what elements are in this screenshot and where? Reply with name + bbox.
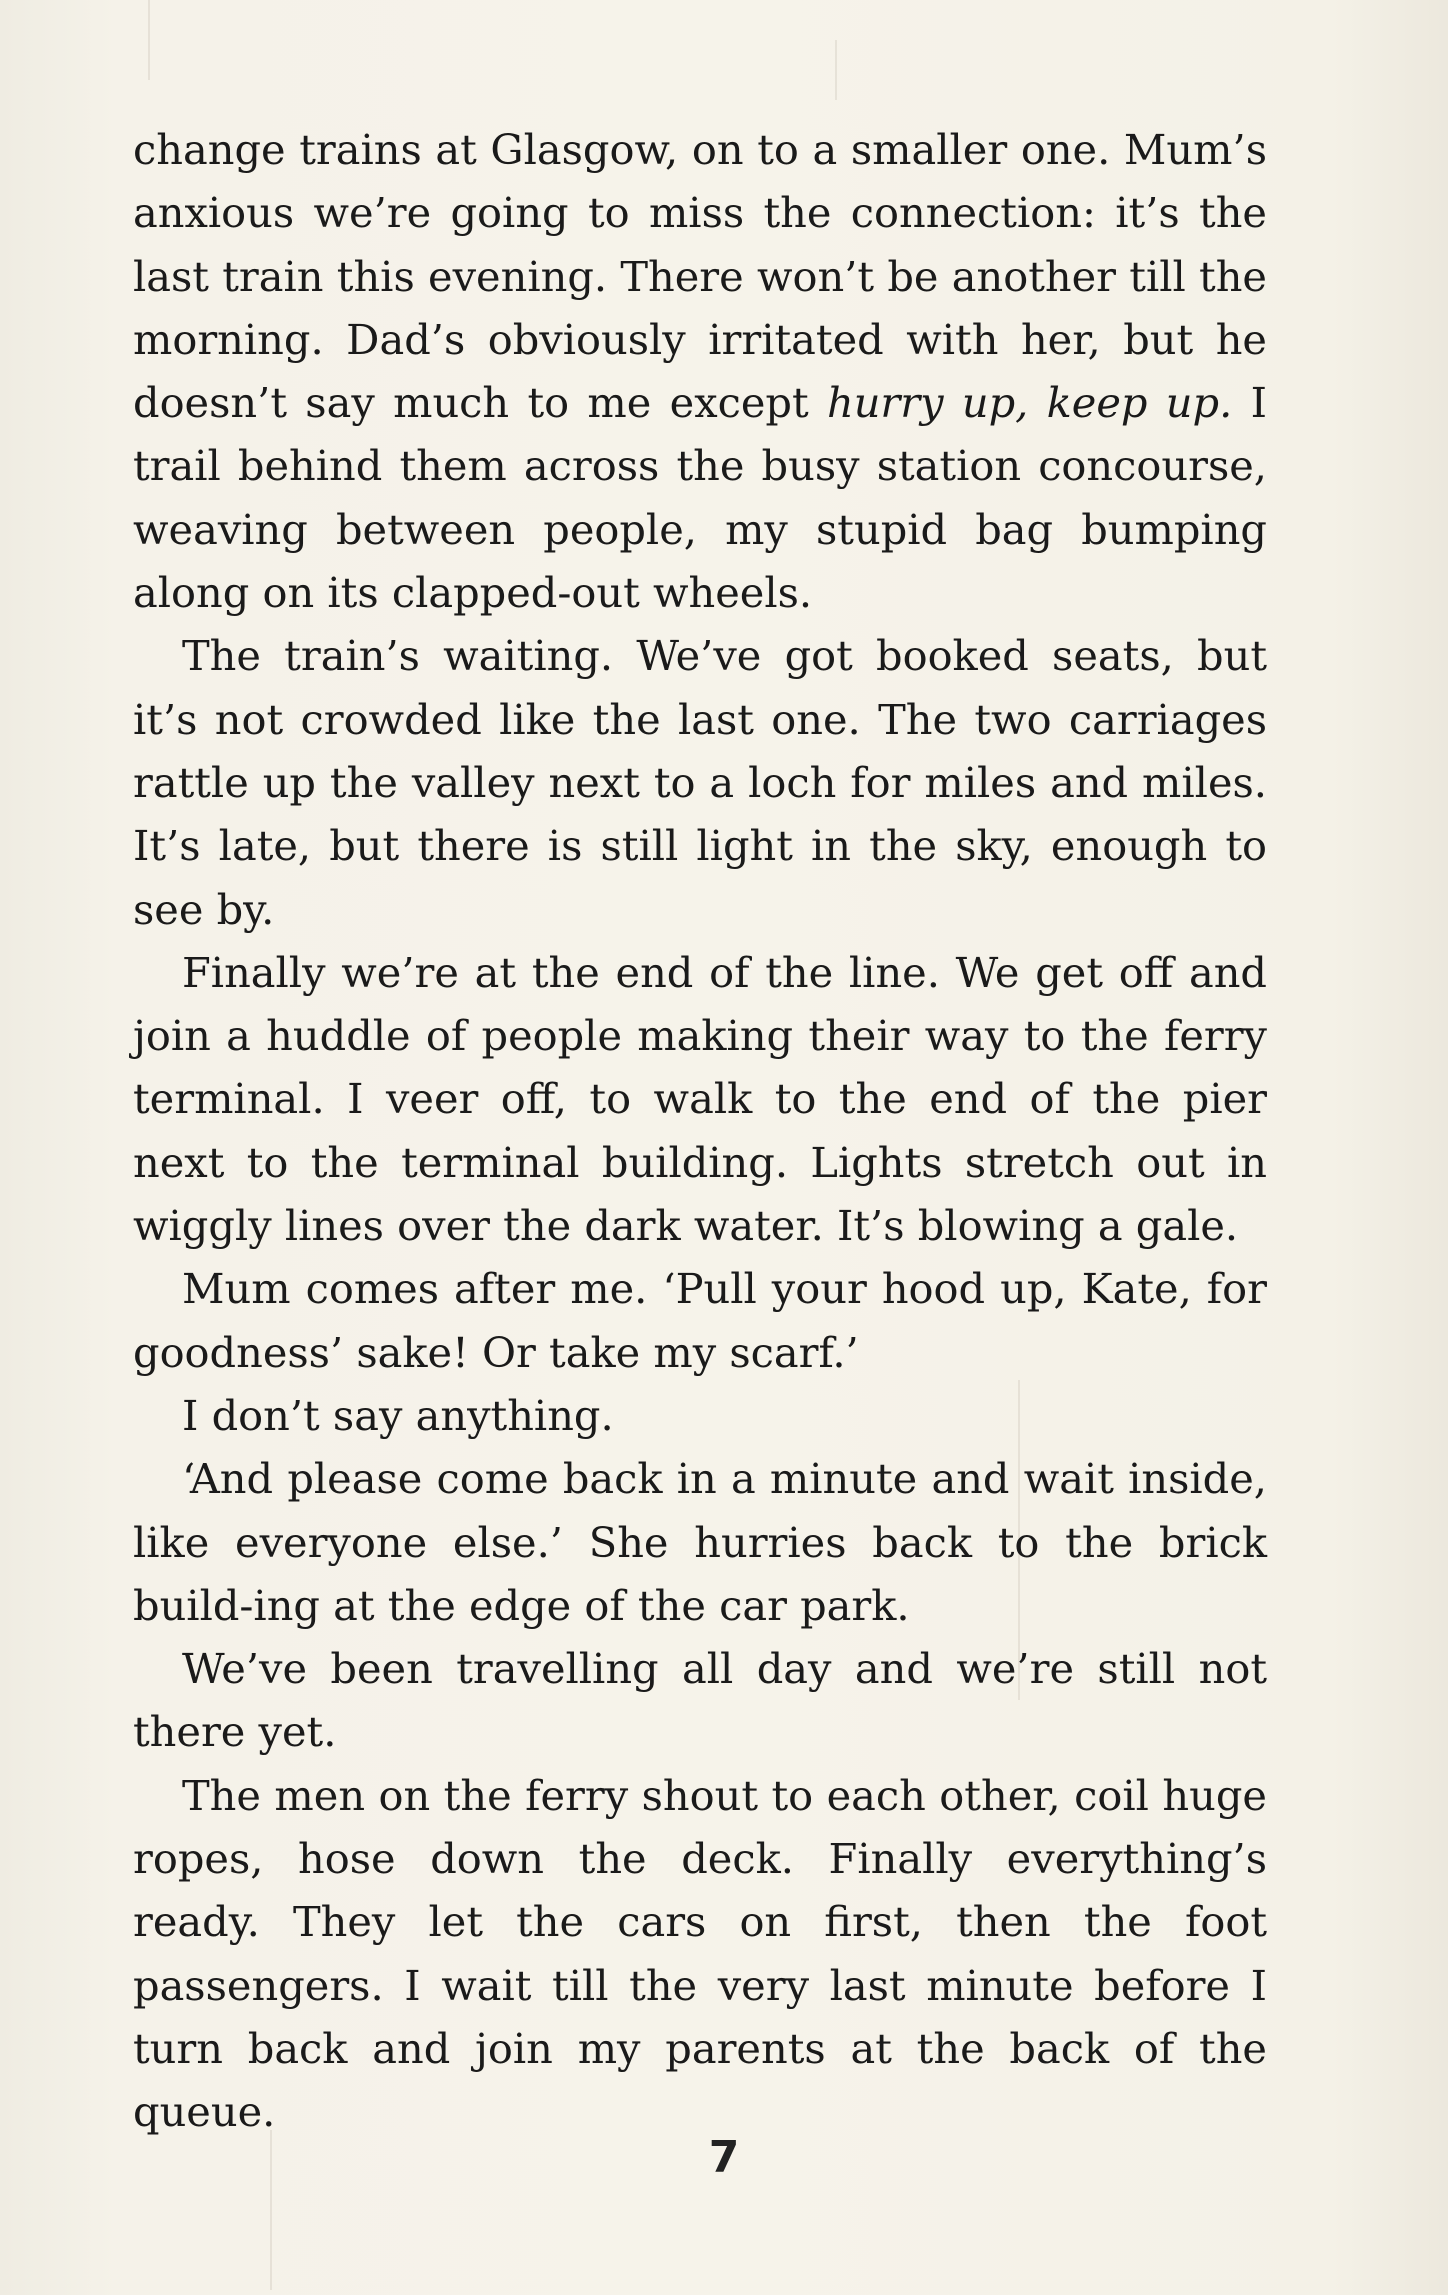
paragraph-5 — [133, 1384, 1267, 1447]
text-run: We’ve been travelling all day and we’re still not there yet. — [133, 1644, 1267, 1757]
text-run: The train’s waiting. We’ve got booked seats, but it’s not crowded like the last one. The two carriages rattle up the valley next to a loch for miles and miles. It’s late, but there is still light in the sky, enough to see by. — [133, 631, 1267, 934]
text-run: I don’t say anything. — [182, 1390, 614, 1440]
paragraph-4 — [133, 1257, 1267, 1384]
paragraph-7 — [133, 1637, 1267, 1764]
text-run: I trail behind them across the busy station concourse, weaving between people, my stupid bag bumping along on its clapped-out wheels. — [133, 378, 1267, 618]
paragraph-1 — [133, 118, 1267, 624]
text-run: The men on the ferry shout to each other, coil huge ropes, hose down the deck. Finally everything’s ready. They let the cars on first, then the foot passengers. I wait till the very last minute before I turn back and join my parents at the back of the queue. — [133, 1770, 1267, 2137]
italic-text-run: hurry up, keep up. — [826, 378, 1233, 428]
text-run: ‘And please come back in a minute and wait inside, like everyone else.’ She hurries back to the brick build-ing at the edge of the car park. — [133, 1454, 1267, 1630]
paragraph-6 — [133, 1447, 1267, 1637]
paragraph-2 — [133, 624, 1267, 940]
show-through-mark — [835, 40, 837, 100]
show-through-mark — [148, 0, 150, 80]
paragraph-3 — [133, 941, 1267, 1257]
body-text — [133, 118, 1267, 2144]
page-number: 7 — [708, 2132, 740, 2183]
paragraph-8 — [133, 1764, 1267, 2144]
text-run: Mum comes after me. ‘Pull your hood up, Kate, for goodness’ sake! Or take my scarf.’ — [133, 1264, 1267, 1377]
text-run: change trains at Glasgow, on to a smaller one. Mum’s anxious we’re going to miss the connection: it’s the last train this evening. There won’t be another till the morning. Dad’s obviously irritated with her, but he doesn’t say much to me except — [133, 125, 1267, 428]
text-run: Finally we’re at the end of the line. We get off and join a huddle of people making their way to the ferry terminal. I veer off, to walk to the end of the pier next to the terminal building. Lights stretch out in wiggly lines over the dark water. It’s blowing a gale. — [133, 947, 1267, 1251]
